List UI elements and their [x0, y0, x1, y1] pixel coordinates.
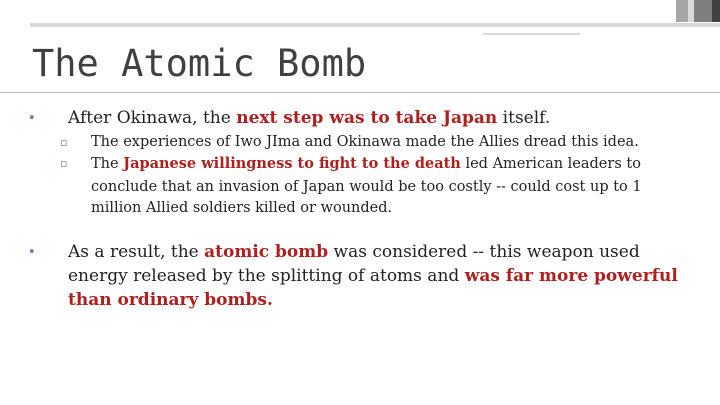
sub-bullet-2-post: led American leaders to [460, 156, 641, 172]
bullet-2-pre: As a result, the [68, 242, 205, 262]
bullet-1-highlight: next step was to take Japan [236, 108, 498, 128]
bullet-2-line-2 [68, 264, 678, 288]
sub-bullet-icon: ▫ [60, 157, 68, 170]
accent-block [676, 0, 688, 22]
bullet-1-pre: After Okinawa, the [68, 108, 237, 128]
bullet-2-line-3 [68, 288, 273, 312]
bullet-icon: • [28, 111, 36, 126]
bullet-2-post: was considered -- this weapon used [328, 242, 640, 262]
bullet-2-line-2-pre: energy released by the splitting of atoms and [68, 266, 465, 286]
bullet-2-highlight: atomic bomb [204, 242, 329, 262]
sub-bullet-2-pre: The [91, 156, 124, 172]
sub-bullet-1-text: The experiences of Iwo JIma and Okinawa made the Allies dread this idea. [91, 134, 639, 150]
bullet-2-line-3-highlight: than ordinary bombs. [68, 290, 273, 310]
top-rule [30, 23, 720, 27]
bullet-icon: • [28, 245, 36, 260]
accent-block [694, 0, 712, 22]
sub-bullet-2-line-2: conclude that an invasion of Japan would be too costly -- could cost up to 1 [91, 179, 642, 195]
sub-bullet-2-line-3: million Allied soldiers killed or wounded. [91, 200, 393, 216]
top-accent-bar [676, 0, 720, 22]
accent-block [712, 0, 720, 22]
sub-bullet-icon: ▫ [60, 136, 68, 149]
title-divider [0, 92, 720, 93]
bullet-1-text [68, 106, 550, 130]
bullet-1-post: itself. [497, 108, 551, 128]
bullet-2-line-1 [68, 240, 640, 264]
slide-title: The Atomic Bomb [32, 42, 367, 85]
sub-bullet-2-highlight: Japanese willingness to fight to the death [123, 155, 461, 172]
short-rule [483, 33, 580, 35]
bullet-2-line-2-highlight: was far more powerful [464, 266, 678, 286]
sub-bullet-2-line-1 [91, 153, 641, 175]
